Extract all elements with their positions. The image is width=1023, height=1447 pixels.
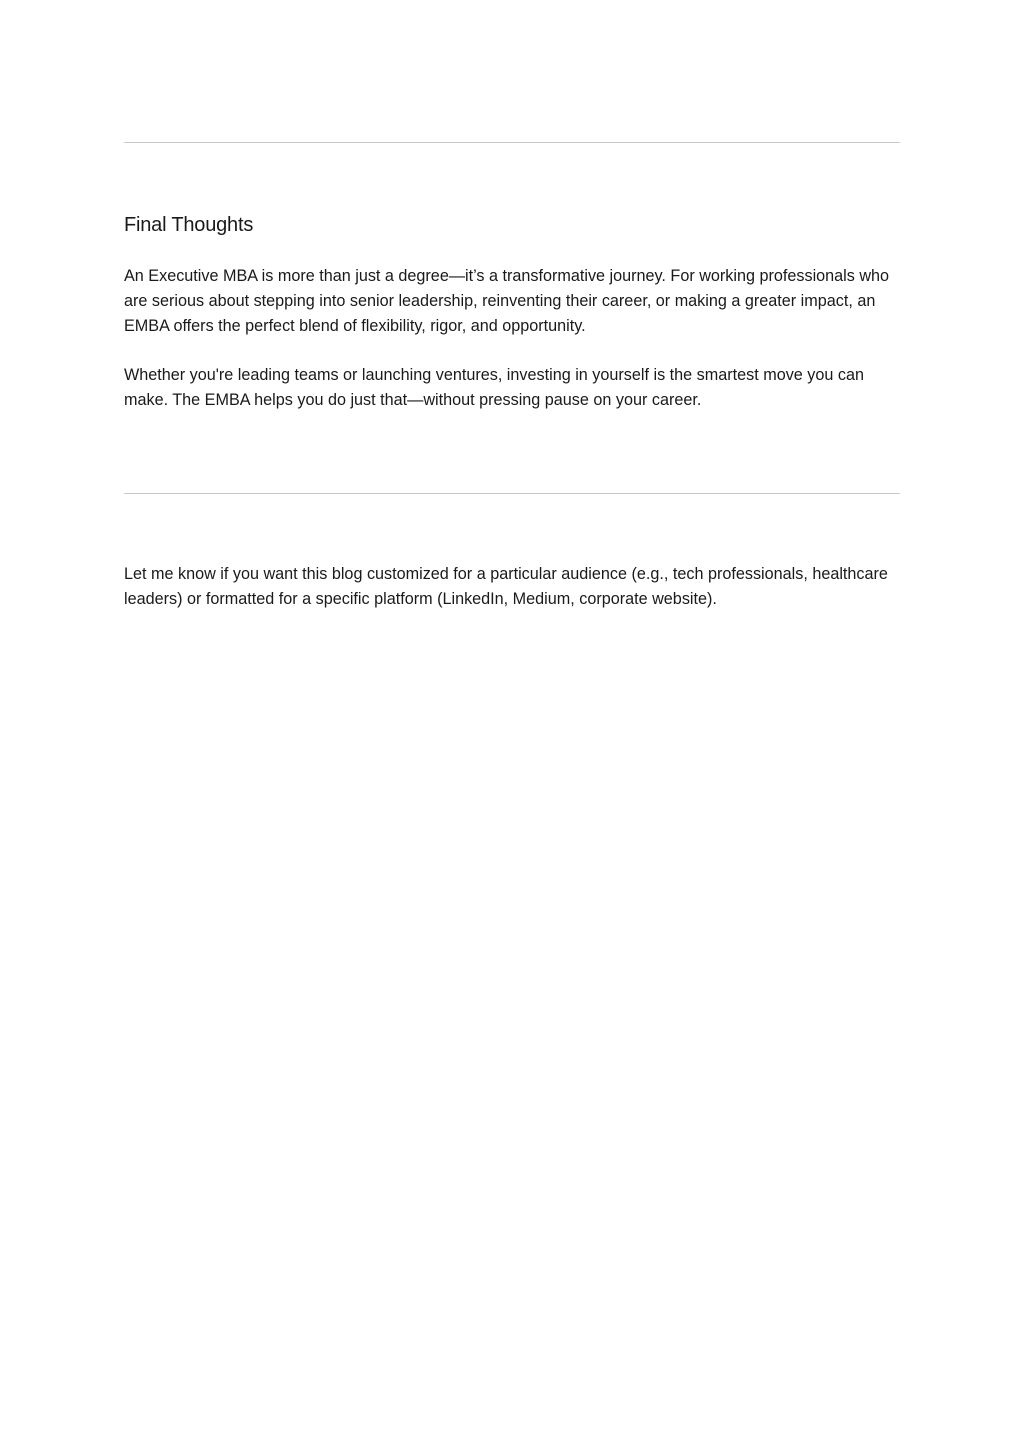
paragraph-emba-closing: Whether you're leading teams or launching ventures, investing in yourself is the smartest move you can make. The EMBA helps you do just that—without pressing pause on your career. xyxy=(124,366,864,409)
horizontal-divider-middle xyxy=(124,493,900,494)
section-heading: Final Thoughts xyxy=(124,214,254,236)
horizontal-divider-top xyxy=(124,142,900,143)
closing-note: Let me know if you want this blog customized for a particular audience (e.g., tech professionals, healthcare leaders) or formatted for a specific platform (LinkedIn, Medium, corporate website). xyxy=(124,565,888,608)
paragraph-emba-intro: An Executive MBA is more than just a degree—it’s a transformative journey. For working professionals who are serious about stepping into senior leadership, reinventing their career, or making a greater impact, an EMBA offers the perfect blend of flexibility, rigor, and opportunity. xyxy=(124,267,890,335)
